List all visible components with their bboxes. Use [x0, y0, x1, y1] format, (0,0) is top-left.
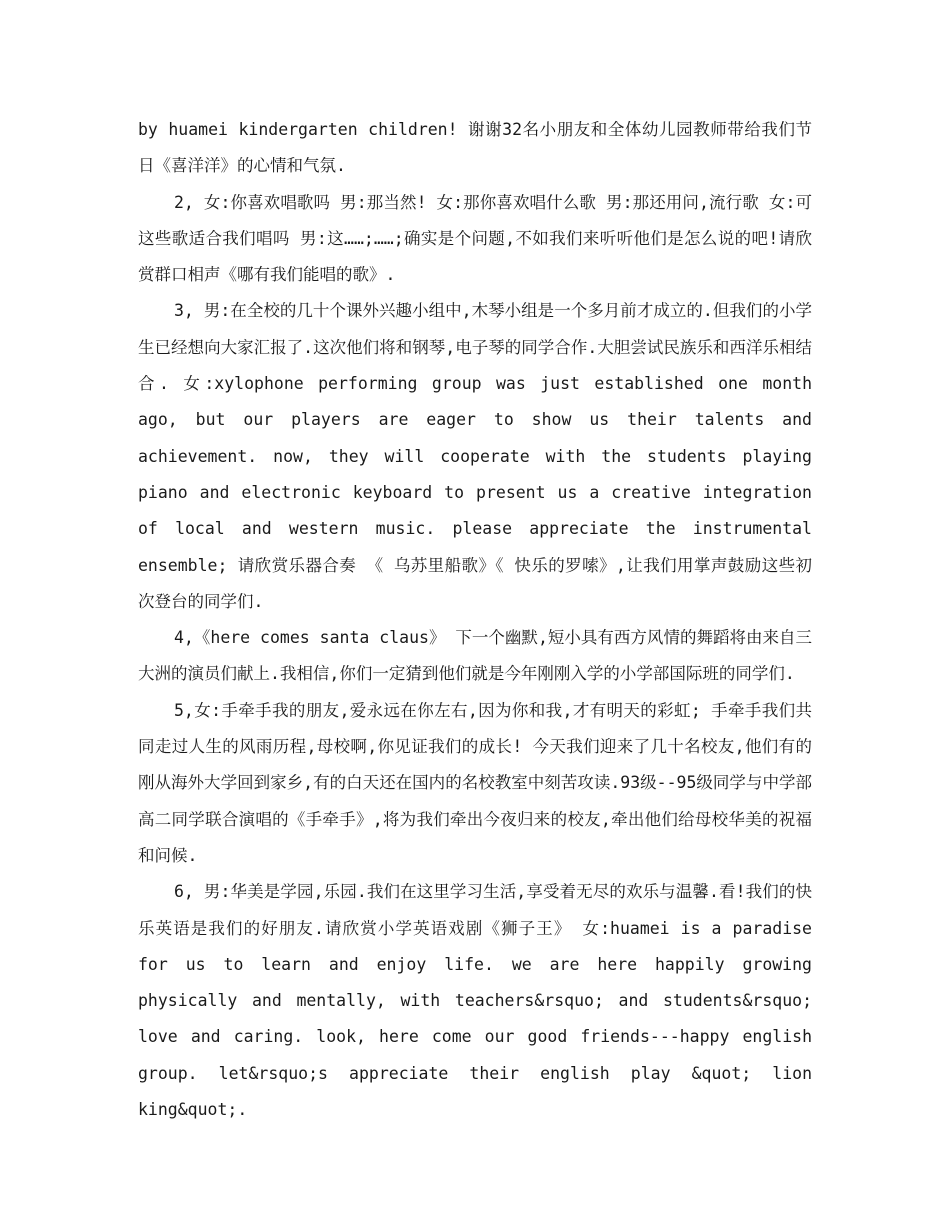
paragraph-2: 2, 女:你喜欢唱歌吗 男:那当然! 女:那你喜欢唱什么歌 男:那还用问,流行歌 女:可这些歌适合我们唱吗 男:这……;……;确实是个问题,不如我们来听听他们是怎么说的吧!请欣赏群口相声《哪有我们能唱的歌》. [138, 192, 812, 285]
paragraph-1: by huamei kindergarten children! 谢谢32名小朋友和全体幼儿园教师带给我们节日《喜洋洋》的心情和气氛. [138, 120, 812, 176]
document-body [138, 112, 812, 1128]
paragraph-5: 5,女:手牵手我的朋友,爱永远在你左右,因为你和我,才有明天的彩虹; 手牵手我们共同走过人生的风雨历程,母校啊,你见证我们的成长! 今天我们迎来了几十名校友,他们有的刚从海外大学回到家乡,有的白天还在国内的名校教室中刻苦攻读.93级--95级同学与中学部高二同学联合演唱的《手牵手》,将为我们牵出今夜归来的校友,牵出他们给母校华美的祝福和问候. [138, 700, 812, 865]
paragraph-4: 4,《here comes santa claus》 下一个幽默,短小具有西方风情的舞蹈将由来自三大洲的演员们献上.我相信,你们一定猜到他们就是今年刚刚入学的小学部国际班的同学们. [138, 628, 812, 684]
paragraph-6: 6, 男:华美是学园,乐园.我们在这里学习生活,享受着无尽的欢乐与温馨.看!我们的快乐英语是我们的好朋友.请欣赏小学英语戏剧《狮子王》 女:huamei is a paradise for us to learn and enjoy life. we are here happily growing physically and mentally, with teachers&rsquo; and students&rsquo; love and caring. look, here come our good friends---happy english group. let&rsquo;s appreciate their english play &quot; lion king&quot;. [138, 882, 812, 1120]
paragraph-3: 3, 男:在全校的几十个课外兴趣小组中,木琴小组是一个多月前才成立的.但我们的小学生已经想向大家汇报了.这次他们将和钢琴,电子琴的同学合作.大胆尝试民族乐和西洋乐相结合. 女:xylophone performing group was just established one month ago, but our players are eager to show us their talents and achievement. now, they will cooperate with the students playing piano and electronic keyboard to present us a creative integration of local and western music. please appreciate the instrumental ensemble; 请欣赏乐器合奏 《 乌苏里船歌》《 快乐的罗嗦》,让我们用掌声鼓励这些初次登台的同学们. [138, 301, 812, 611]
